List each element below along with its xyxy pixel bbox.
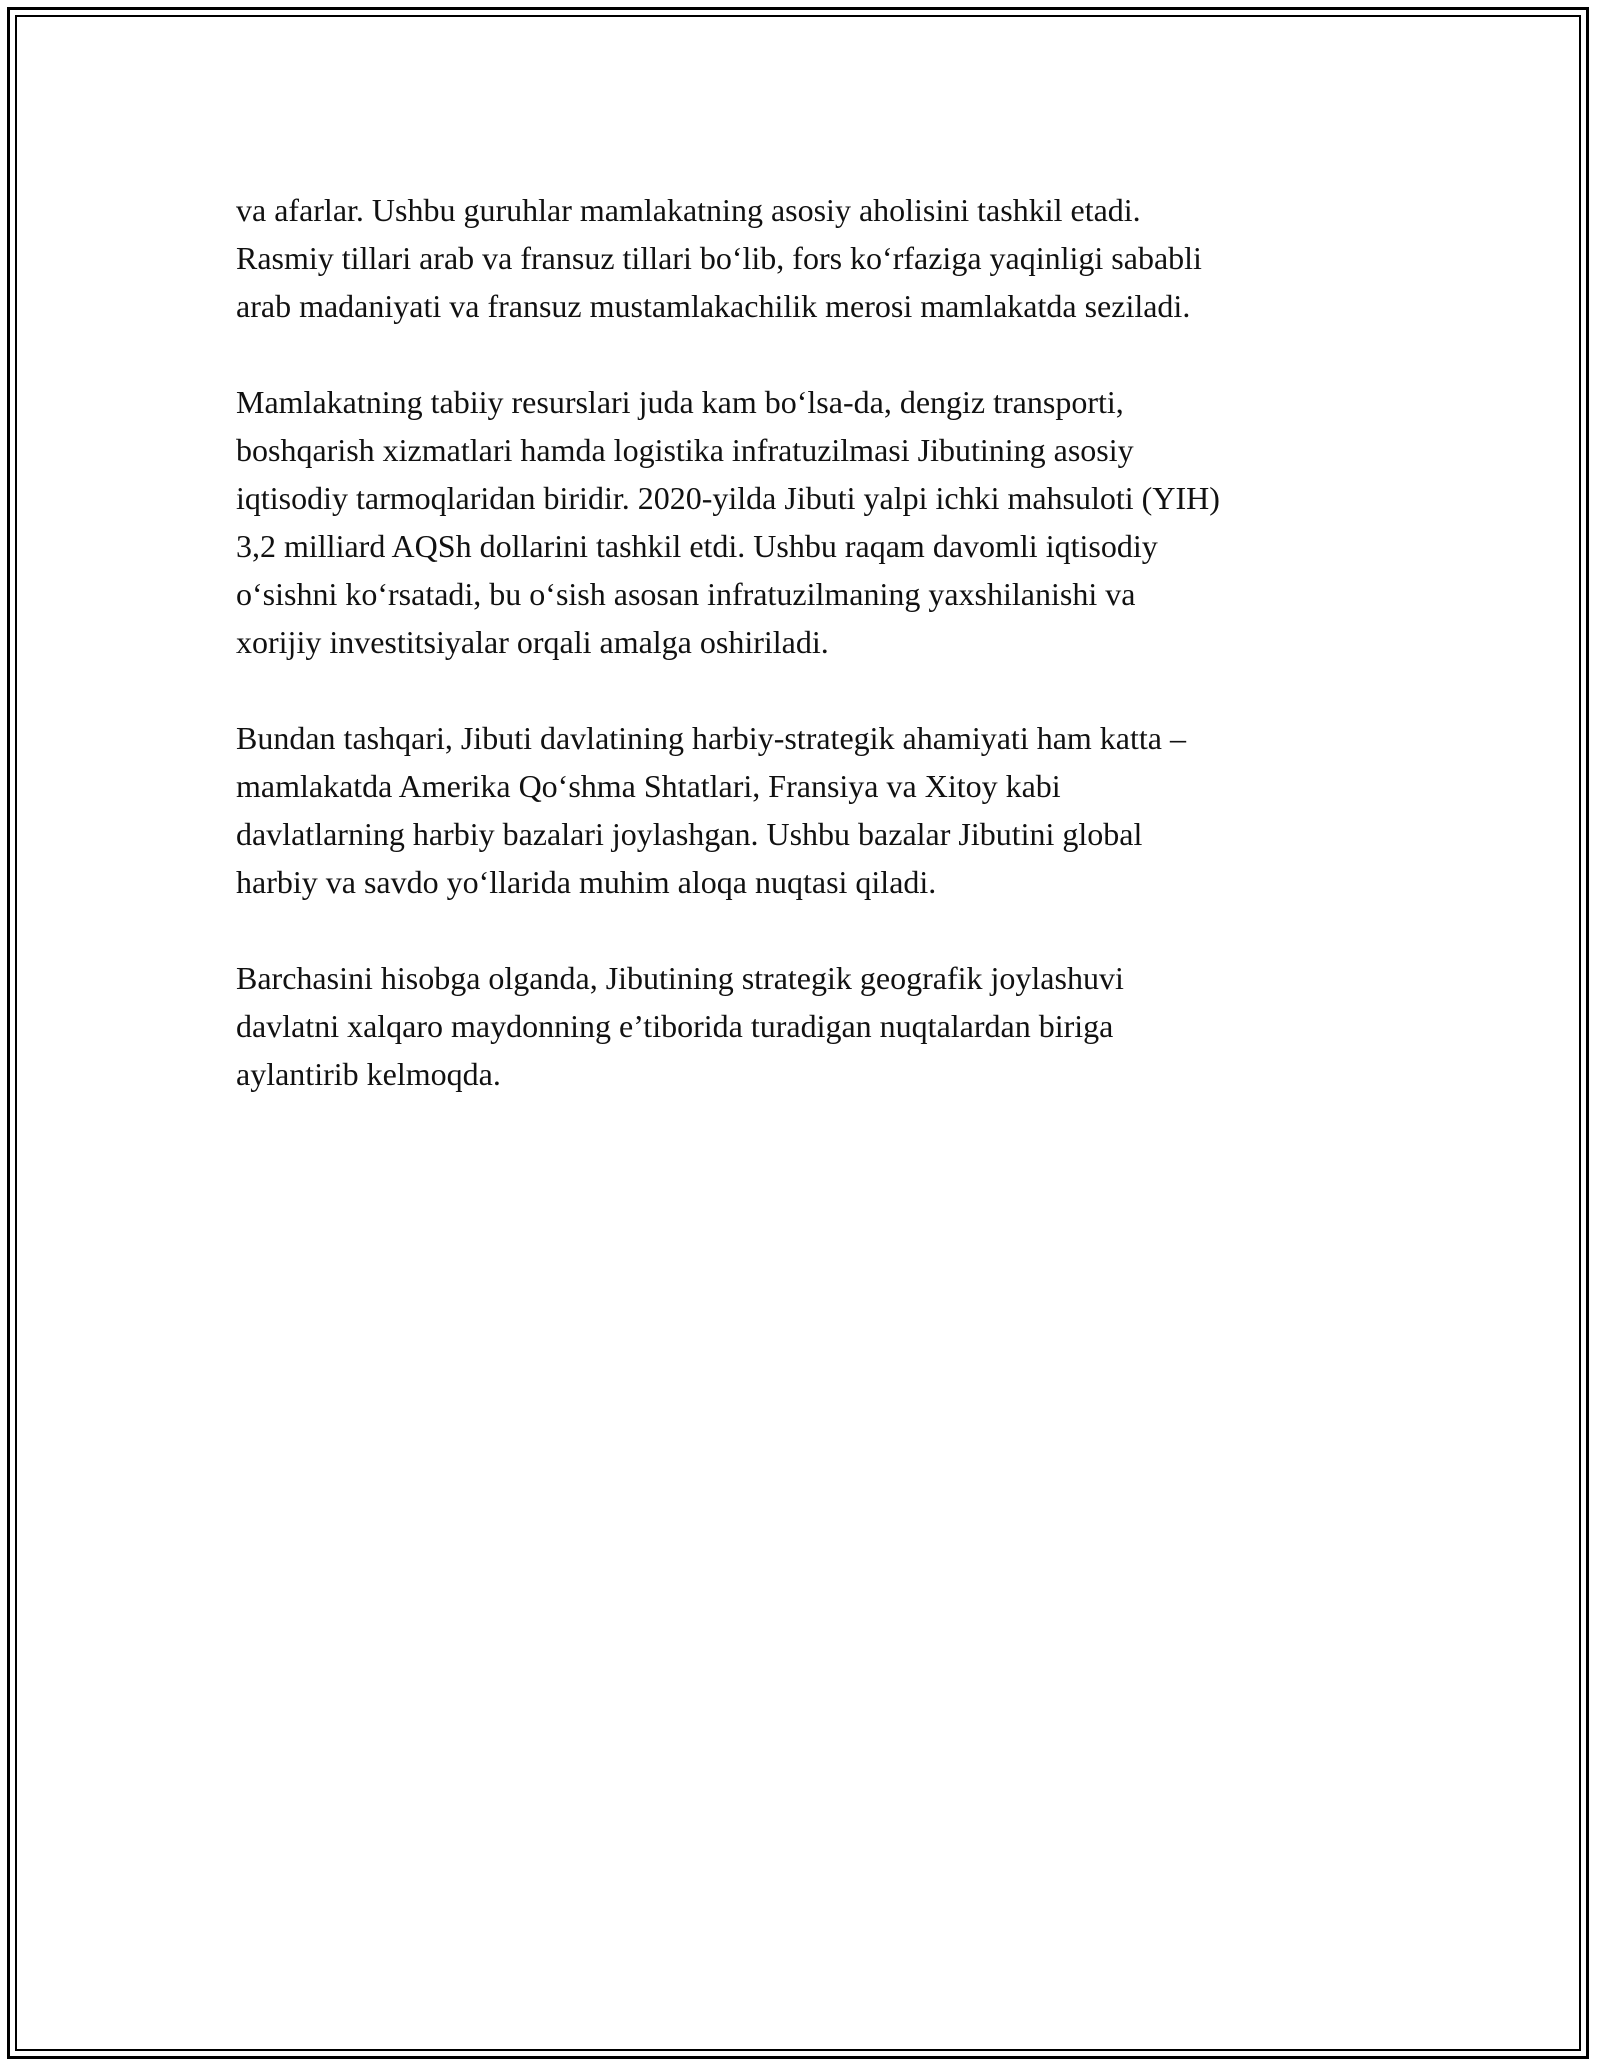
document-body xyxy=(236,186,1386,1146)
paragraph-4 xyxy=(236,954,1386,1098)
text-line: Rasmiy tillari arab va fransuz tillari bo‘lib, fors ko‘rfaziga yaqinligi sababli xyxy=(236,240,1202,276)
text-line: aylantirib kelmoqda. xyxy=(236,1056,501,1092)
paragraph-2 xyxy=(236,378,1386,666)
text-line: Mamlakatning tabiiy resurslari juda kam bo‘lsa-da, dengiz transporti, xyxy=(236,384,1124,420)
text-line: xorijiy investitsiyalar orqali amalga oshiriladi. xyxy=(236,624,829,660)
text-line: mamlakatda Amerika Qo‘shma Shtatlari, Fransiya va Xitoy kabi xyxy=(236,768,1061,804)
paragraph-3 xyxy=(236,714,1386,906)
text-line: Barchasini hisobga olganda, Jibutining strategik geografik joylashuvi xyxy=(236,960,1124,996)
text-line: iqtisodiy tarmoqlaridan biridir. 2020-yilda Jibuti yalpi ichki mahsuloti (YIH) xyxy=(236,480,1220,516)
text-line: boshqarish xizmatlari hamda logistika infratuzilmasi Jibutining asosiy xyxy=(236,432,1134,468)
text-line: va afarlar. Ushbu guruhlar mamlakatning asosiy aholisini tashkil etadi. xyxy=(236,192,1141,228)
text-line: o‘sishni ko‘rsatadi, bu o‘sish asosan infratuzilmaning yaxshilanishi va xyxy=(236,576,1136,612)
text-line: harbiy va savdo yo‘llarida muhim aloqa nuqtasi qiladi. xyxy=(236,864,937,900)
paragraph-1 xyxy=(236,186,1386,330)
text-line: davlatlarning harbiy bazalari joylashgan. Ushbu bazalar Jibutini global xyxy=(236,816,1143,852)
text-line: arab madaniyati va fransuz mustamlakachilik merosi mamlakatda seziladi. xyxy=(236,288,1191,324)
text-line: davlatni xalqaro maydonning e’tiborida turadigan nuqtalardan biriga xyxy=(236,1008,1114,1044)
text-line: Bundan tashqari, Jibuti davlatining harbiy-strategik ahamiyati ham katta – xyxy=(236,720,1186,756)
text-line: 3,2 milliard AQSh dollarini tashkil etdi. Ushbu raqam davomli iqtisodiy xyxy=(236,528,1158,564)
